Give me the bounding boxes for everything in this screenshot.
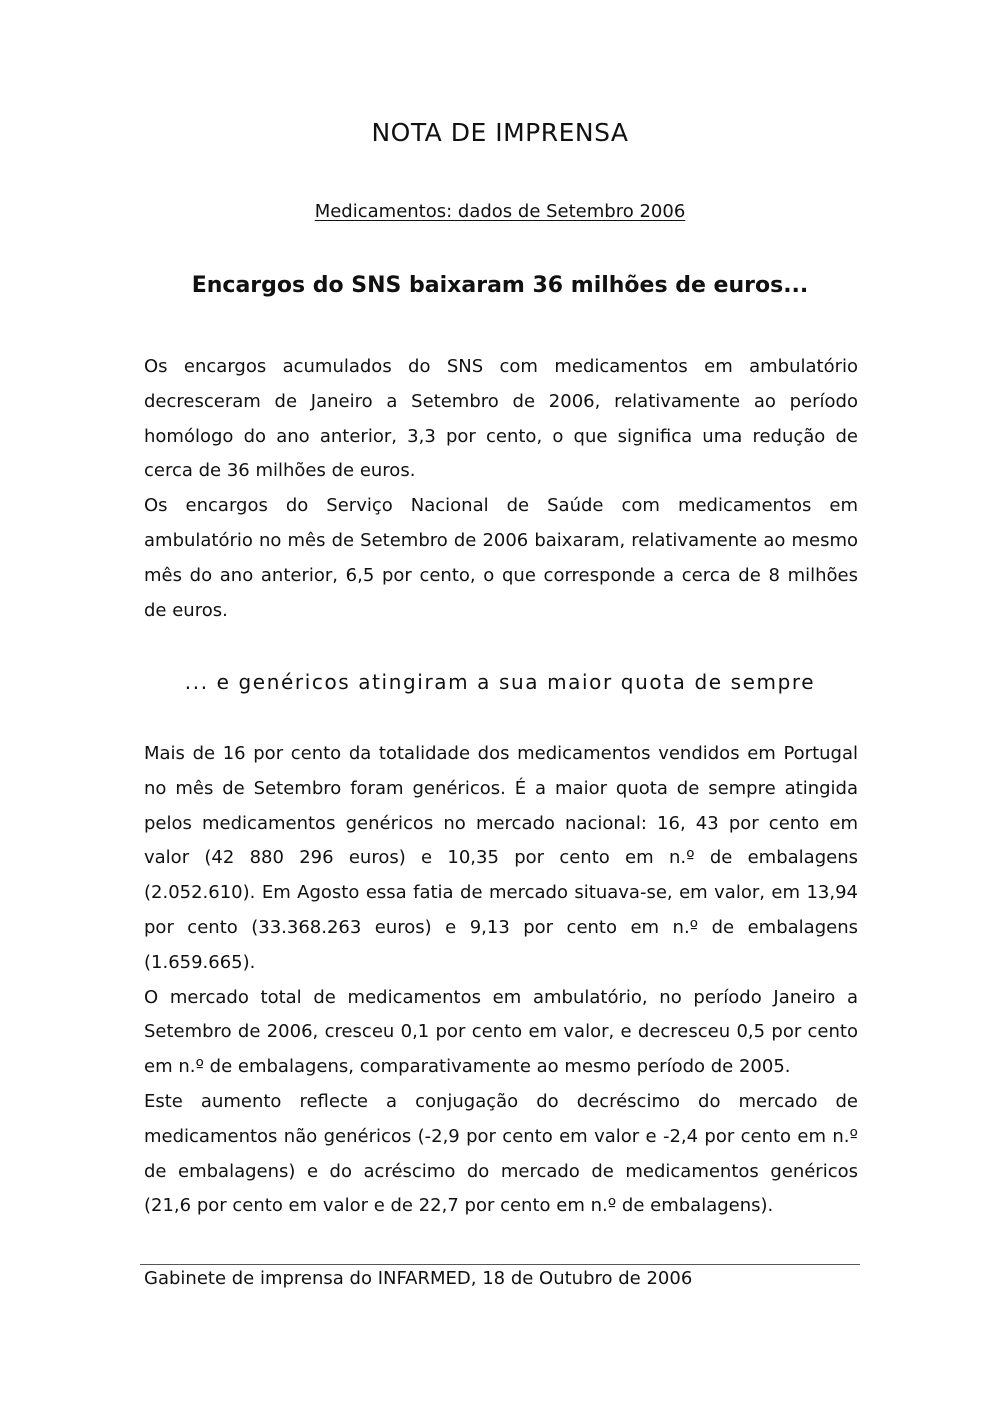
paragraph: Mais de 16 por cento da totalidade dos medicamentos vendidos em Portugal no mês de Setembro foram genéricos. É a maior quota de sempre atingida pelos medicamentos genéricos no mercado nacional: 16, 43 por cento em valor (42 880 296 euros) e 10,35 por cento em n.º de embalagens (2.052.610). Em Agosto essa fatia de mercado situava-se, em valor, em 13,94 por cento (33.368.263 euros) e 9,13 por cento em n.º de embalagens (1.659.665). (144, 743, 858, 973)
section-1-body (144, 350, 858, 628)
paragraph: Este aumento reflecte a conjugação do decréscimo do mercado de medicamentos não genéricos (-2,9 por cento em valor e -2,4 por cento em n.º de embalagens) e do acréscimo do mercado de medicamentos genéricos (21,6 por cento em valor e de 22,7 por cento em n.º de embalagens). (144, 1090, 858, 1217)
headline: Encargos do SNS baixaram 36 milhões de euros... (191, 273, 809, 298)
paragraph: Os encargos acumulados do SNS com medicamentos em ambulatório decresceram de Janeiro a Setembro de 2006, relativamente ao período homólogo do ano anterior, 3,3 por cento, o que significa uma redução de cerca de 36 milhões de euros. (144, 356, 858, 482)
document-subtitle (0, 201, 1000, 222)
subheadline: ... e genéricos atingiram a sua maior quota de sempre (184, 670, 816, 694)
footer-credit: Gabinete de imprensa do INFARMED, 18 de Outubro de 2006 (144, 1268, 693, 1289)
document-title: NOTA DE IMPRENSA (371, 118, 629, 147)
section-2-body (144, 737, 858, 1224)
subtitle-text: Medicamentos: dados de Setembro 2006 (314, 201, 686, 222)
footer-divider (140, 1264, 860, 1265)
paragraph: O mercado total de medicamentos em ambulatório, no período Janeiro a Setembro de 2006, cresceu 0,1 por cento em valor, e decresceu 0,5 por cento em n.º de embalagens, comparativamente ao mesmo período de 2005. (144, 986, 858, 1078)
paragraph: Os encargos do Serviço Nacional de Saúde com medicamentos em ambulatório no mês de Setembro de 2006 baixaram, relativamente ao mesmo mês do ano anterior, 6,5 por cento, o que corresponde a cerca de 8 milhões de euros. (144, 495, 858, 621)
